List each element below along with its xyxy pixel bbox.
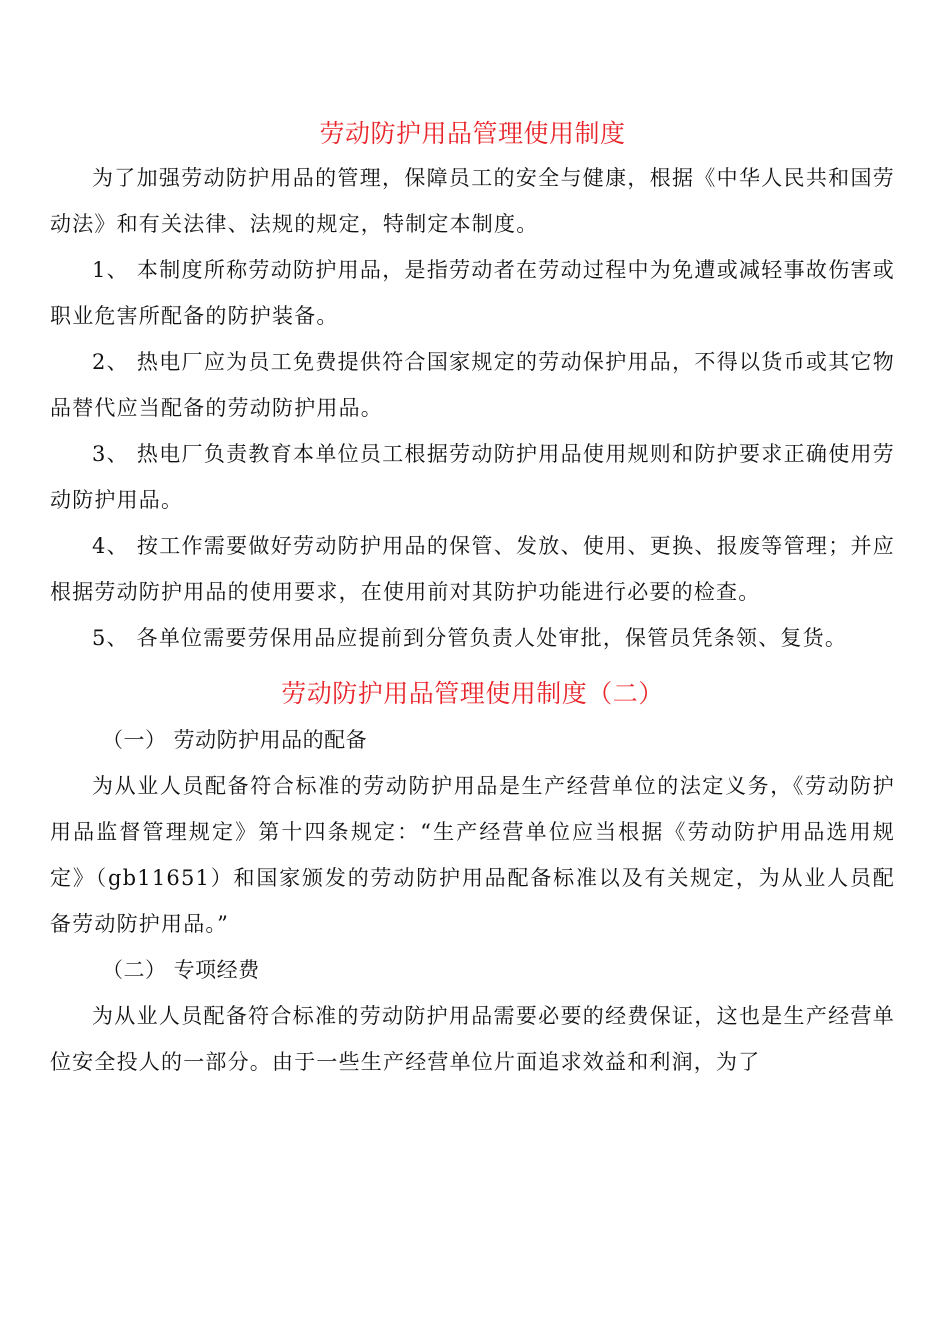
document-body <box>50 113 895 1085</box>
section-paragraph-funding: 为从业人员配备符合标准的劳动防护用品需要必要的经费保证，这也是生产经营单位安全投人的一部分。由于一些生产经营单位片面追求效益和利润，为了 <box>50 1004 895 1074</box>
document-title: 劳动防护用品管理使用制度 <box>319 119 626 148</box>
section-heading-funding: （二） 专项经费 <box>102 958 260 982</box>
rule-item-2: 2、 热电厂应为员工免费提供符合国家规定的劳动保护用品，不得以货币或其它物品替代应当配备的劳动防护用品。 <box>50 350 895 420</box>
rule-item-4: 4、 按工作需要做好劳动防护用品的保管、发放、使用、更换、报废等管理；并应根据劳动防护用品的使用要求，在使用前对其防护功能进行必要的检查。 <box>50 534 895 604</box>
section-paragraph-equipment: 为从业人员配备符合标准的劳动防护用品是生产经营单位的法定义务，《劳动防护用品监督管理规定》第十四条规定：“生产经营单位应当根据《劳动防护用品选用规定》（gb11651）和国家颁发的劳动防护用品配备标准以及有关规定，为从业人员配备劳动防护用品。” <box>50 774 895 936</box>
section-heading-equipment: （一） 劳动防护用品的配备 <box>102 728 368 752</box>
rule-item-1: 1、 本制度所称劳动防护用品，是指劳动者在劳动过程中为免遭或减轻事故伤害或职业危害所配备的防护装备。 <box>50 258 895 328</box>
rule-item-3: 3、 热电厂负责教育本单位员工根据劳动防护用品使用规则和防护要求正确使用劳动防护用品。 <box>50 442 895 512</box>
intro-paragraph: 为了加强劳动防护用品的管理，保障员工的安全与健康，根据《中华人民共和国劳动法》和有关法律、法规的规定，特制定本制度。 <box>50 166 895 236</box>
rule-item-5: 5、 各单位需要劳保用品应提前到分管负责人处审批，保管员凭条领、复货。 <box>92 626 848 650</box>
second-title: 劳动防护用品管理使用制度（二） <box>281 679 664 708</box>
